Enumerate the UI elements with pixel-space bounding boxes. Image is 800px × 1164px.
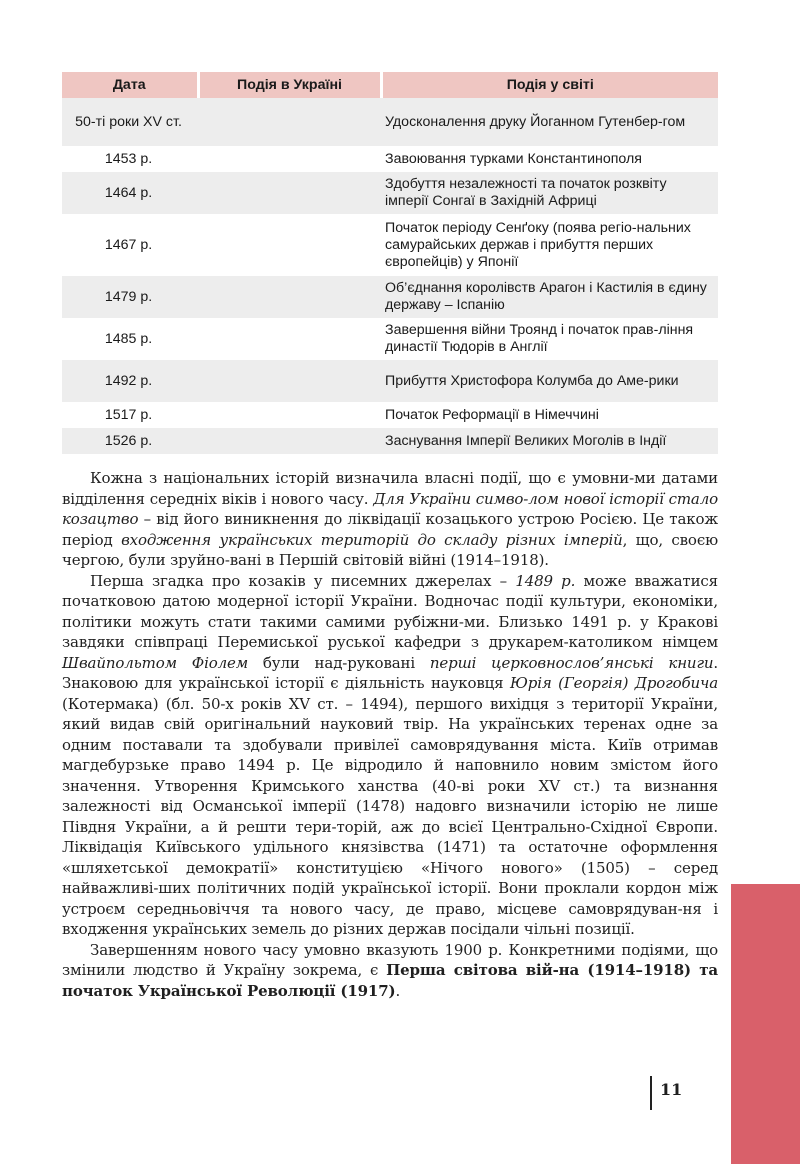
text-span: . Знаковою для української історії є діяльність науковця — [62, 653, 719, 692]
row-world-event: Заснування Імперії Великих Моголів в Індії — [381, 428, 718, 454]
body-text — [62, 468, 718, 1001]
row-date: 1479 р. — [62, 276, 198, 318]
table-row — [62, 402, 718, 428]
emphasis: перші церковнослов’янські книги — [429, 653, 714, 672]
text-span: Кожна з національних історій визначила власні події, що є умовни-ми датами відділення середніх віків і нового часу. — [62, 469, 718, 508]
table-row — [62, 360, 718, 402]
row-date: 1467 р. — [104, 236, 153, 253]
row-world-event: Початок періоду Сенґоку (поява регіо-нальних самурайських держав і прибуття перших європейців) у Японії — [385, 219, 691, 270]
row-date: 1453 р. — [104, 150, 153, 167]
table-header-row — [62, 72, 718, 98]
row-world-event: Завершення війни Троянд і початок прав-ління династії Тюдорів в Англії — [385, 322, 694, 355]
row-ukraine-event — [198, 428, 381, 454]
table-row — [62, 172, 718, 214]
header-world-event: Подія у світі — [381, 72, 718, 98]
row-ukraine-event — [198, 172, 381, 214]
row-date: 1517 р. — [104, 406, 153, 423]
header-ukraine-event: Подія в Україні — [198, 72, 381, 98]
text-span: Завершенням нового часу умовно вказують 1900 р. Конкретними подіями, що змінили людство й Україну зокрема, є — [62, 940, 718, 979]
paragraph-1 — [62, 468, 718, 571]
text-span: , що, своєю чергою, були зруйно-вані в Першій світовій війні (1914–1918). — [62, 530, 718, 569]
emphasis: Юрія (Георгія) Дрогобича — [510, 674, 718, 692]
text-span: може вважатися початковою датою модерної історії України. Водночас події культури, економіки, політики можуть стати такими самими рубіжни-ми. Близько 1491 р. у Кракові завдяки співпраці Перемиської руської кафедри з друкарем-католиком німцем — [62, 571, 718, 651]
text-span: (Котермака) (бл. 50-х років XV ст. – 1494), першого вихідця з території України, який видав свій оригінальний науковий твір. На українських теренах одне за одним поставали та здобували привілеї самоврядування міста. Київ отримав магдебурзьке право 1494 р. Це відродило й наповнило новим змістом його значення. Утворення Кримського ханства (40-ві роки XV ст.) та визнання залежності від Османської імперії (1478) надовго визначили історію не лише Півдня України, а й решти тери-торій, аж до всієї Центрально-Східної Європи. Ліквідація Київського удільного князівства (1471) та остаточне оформлення «шляхетської демократії» конституцією «Нічого нового» (1505) – серед найважливі-ших політичних подій української історії. Вони проклали кордон між устроєм середньовіччя та нового часу, де право, місцеве самоврядуван-ня і входження українських земель до різних держав посідали чільні позиції. — [62, 694, 718, 938]
row-world-event: Початок Реформації в Німеччині — [385, 406, 599, 423]
emphasis: Для України симво-лом нової історії стало козацтво — [62, 489, 718, 528]
row-date: 1485 р. — [104, 330, 153, 347]
row-date: 1492 р. — [62, 360, 198, 402]
emphasis: Швайпольтом Фіолем — [62, 653, 249, 672]
text-span: . — [395, 981, 401, 1000]
table-row — [62, 318, 718, 360]
table-row — [62, 146, 718, 172]
events-table — [62, 72, 718, 454]
table-row — [62, 98, 718, 146]
header-date: Дата — [62, 72, 198, 98]
paragraph-2 — [62, 571, 718, 940]
text-span: – від його виникнення до ліквідації козацького устрою Росією. Це також період — [62, 510, 718, 549]
row-date: 1526 р. — [62, 428, 198, 454]
row-ukraine-event — [198, 214, 381, 276]
text-span: Перша згадка про козаків у писемних джерелах – — [90, 571, 516, 590]
table-row — [62, 428, 718, 454]
row-ukraine-event — [198, 318, 381, 360]
row-world-event: Здобуття незалежності та початок розквіту імперії Сонгаї в Західній Африці — [381, 172, 718, 214]
row-ukraine-event — [198, 146, 381, 172]
bold-phrase: Перша світова вій-на (1914–1918) та початок Української Революції (1917) — [62, 961, 719, 1000]
row-ukraine-event — [198, 402, 381, 428]
row-world-event: Завоювання турками Константинополя — [385, 150, 642, 167]
row-ukraine-event — [198, 360, 381, 402]
row-date: 1464 р. — [62, 172, 198, 214]
page-number-divider — [650, 1076, 652, 1110]
row-world-event: Прибуття Христофора Колумба до Аме-рики — [381, 360, 718, 402]
row-world-event: Удосконалення друку Йоганном Гутенбер-гом — [381, 98, 718, 146]
row-ukraine-event — [198, 276, 381, 318]
row-date: 50-ті роки XV ст. — [62, 98, 198, 146]
table-row — [62, 276, 718, 318]
row-ukraine-event — [198, 98, 381, 146]
emphasis: входження українських територій до складу різних імперій — [121, 530, 623, 549]
text-span: були над-руковані — [248, 653, 430, 672]
row-world-event: Об’єднання королівств Арагон і Кастилія в єдину державу – Іспанію — [381, 276, 718, 318]
section-tab-marker — [731, 884, 800, 1164]
paragraph-3 — [62, 940, 718, 1002]
table-row — [62, 214, 718, 276]
emphasis: 1489 р. — [515, 571, 576, 590]
page-number: 11 — [660, 1080, 683, 1099]
